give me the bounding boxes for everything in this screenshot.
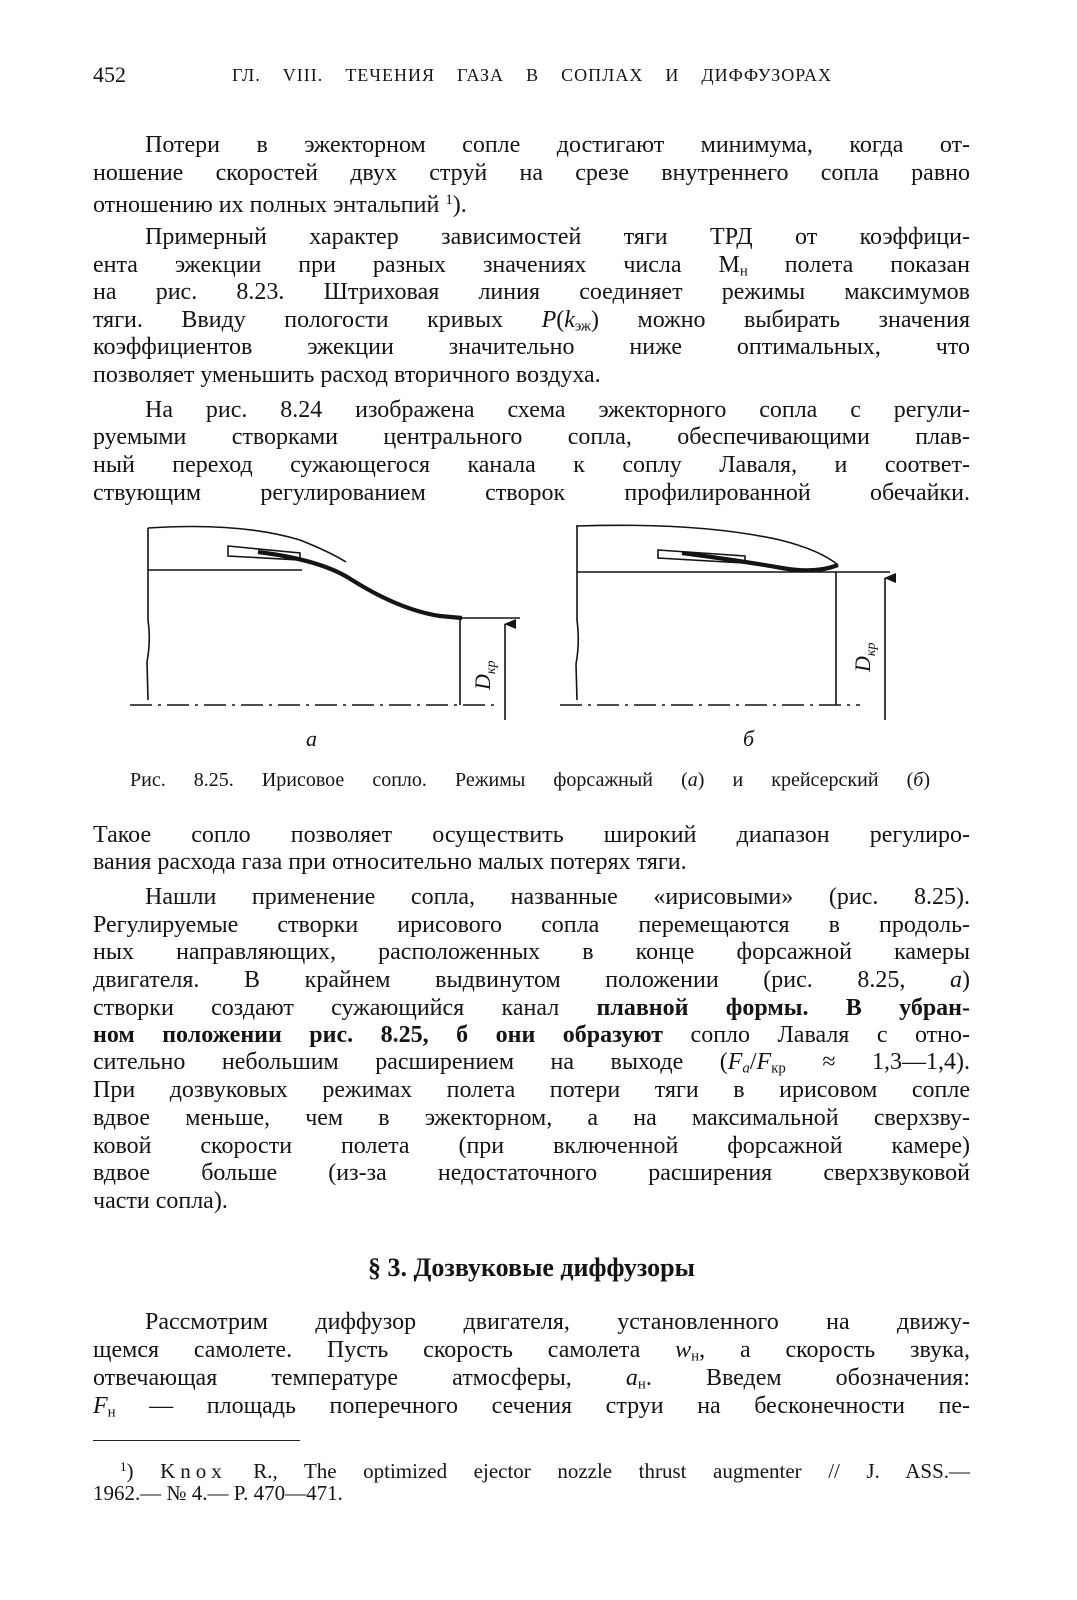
iris-nozzle-figure (0, 510, 1077, 750)
para2-line: на рис. 8.23. Штриховая линия соединяет режимы максимумов (93, 279, 970, 305)
dimension-symbol: D (850, 656, 875, 672)
text-segment: ) (126, 1459, 161, 1484)
para2-line (93, 306, 970, 334)
footnote-rule (93, 1440, 300, 1441)
text-segment: ) и крейсерский ( (697, 769, 914, 791)
para5-line (93, 966, 970, 994)
para1-line (93, 186, 970, 219)
footnote-line: 1962.— № 4.— P. 470—471. (93, 1481, 343, 1505)
text-segment: отношению их полных энтальпий (93, 192, 446, 219)
subscript: a (742, 1060, 750, 1077)
text-segment: ента эжекции при разных значениях числа M (93, 252, 740, 278)
subscript: н (107, 1404, 116, 1421)
para6-line (93, 1364, 970, 1392)
panel-b-dimension-label (850, 643, 879, 673)
text-segment: R., The optimized ejector nozzle thrust augmenter // J. ASS.— (226, 1459, 971, 1484)
para5-line (93, 994, 970, 1022)
text-segment: ) (923, 769, 930, 791)
para5-line: вдвое больше (из-за недостаточного расширения сверхзвуковой (93, 1160, 970, 1186)
text-segment: ) (962, 967, 970, 993)
text-segment: ( (556, 307, 565, 333)
para4-line: Такое сопло позволяет осуществить широкий диапазон регулиро- (93, 822, 970, 848)
para5-line: вдвое меньше, чем в эжекторном, а на максимальной сверхзву- (93, 1105, 970, 1131)
panel-b-label: б (743, 726, 755, 750)
para3-line: руемыми створками центрального сопла, обеспечивающими плав- (93, 424, 970, 450)
dimension-subscript: кр (484, 660, 499, 675)
text-segment: сопло Лаваля с отно- (663, 1022, 970, 1048)
para2-line: позволяет уменьшить расход вторичного воздуха. (93, 362, 601, 388)
para3-line: На рис. 8.24 изображена схема эжекторного сопла с регули- (145, 397, 970, 423)
text-segment: / (749, 1049, 757, 1075)
para6-line (93, 1392, 970, 1420)
running-title: ГЛ. VIII. ТЕЧЕНИЯ ГАЗА В СОПЛАХ И ДИФФУЗОРАХ (232, 65, 832, 85)
para5-line: ковой скорости полета (при включенной форсажной камере) (93, 1133, 970, 1159)
panel-a-label: а (306, 726, 317, 750)
para6-line (93, 1336, 970, 1364)
text-segment: полета показан (747, 252, 970, 278)
para5-line: части сопла). (93, 1188, 228, 1214)
para5-line: Нашли применение сопла, названные «ирисовыми» (рис. 8.25). (145, 884, 970, 910)
panel-b-iris-flaps (682, 553, 838, 570)
text-segment: . Введем обозначения: (645, 1365, 970, 1391)
panel-a-afterburner-mode (130, 527, 520, 721)
para5-line (93, 1048, 970, 1076)
para5-line: Регулируемые створки ирисового сопла перемещаются в продоль- (93, 912, 970, 938)
text-segment: двигателя. В крайнем выдвинутом положении (рис. 8.25, (93, 967, 950, 993)
dimension-subscript: кр (864, 642, 879, 657)
math-symbol: w (675, 1337, 692, 1363)
text-segment: а (687, 769, 698, 791)
math-symbol: k (564, 307, 575, 333)
subscript: н (739, 263, 748, 280)
para3-line: ствующим регулированием створок профилированной обечайки. (93, 480, 970, 506)
para3-line: ный переход сужающегося канала к соплу Лаваля, и соответ- (93, 452, 970, 478)
math-symbol: F (756, 1049, 772, 1075)
footnote-line (120, 1454, 971, 1484)
para2-line (93, 251, 970, 279)
panel-a-dimension-label (470, 661, 499, 691)
math-symbol: F (93, 1393, 108, 1419)
section-heading: § 3. Дозвуковые диффузоры (368, 1253, 695, 1282)
footnote-marker: 1 (445, 192, 453, 208)
math-symbol: P (541, 307, 557, 333)
text-segment: плавной формы. В убран- (596, 995, 971, 1021)
panel-a-left-boundary (147, 528, 149, 700)
footnote-marker: 1 (120, 1459, 127, 1474)
subscript: н (637, 1376, 646, 1393)
text-segment: отвечающая температуре атмосферы, (93, 1365, 626, 1391)
subscript: кр (771, 1060, 786, 1077)
para2-line: Примерный характер зависимостей тяги ТРД от коэффици- (145, 224, 970, 250)
footnote-author: Knox (160, 1459, 227, 1484)
panel-a-iris-flaps (258, 552, 462, 618)
text-segment: ) можно выбирать значения (591, 307, 970, 333)
panel-b-left-boundary (576, 525, 578, 700)
para5-line: При дозвуковых режимах полета потери тяги в ирисовом сопле (93, 1077, 970, 1103)
text-segment: Рис. 8.25. Ирисовое сопло. Режимы форсажный ( (130, 769, 688, 791)
subscript: эж (574, 318, 592, 335)
text-segment: ). (452, 192, 467, 219)
dimension-symbol: D (470, 674, 495, 690)
para1-line: ношение скоростей двух струй на срезе внутреннего сопла равно (93, 160, 970, 186)
figure-caption (130, 768, 930, 792)
panel-b-outer-contour (577, 525, 838, 565)
text-segment: сительно небольшим расширением на выходе ( (93, 1049, 728, 1075)
text-segment: ном положении рис. 8.25, б они образуют (93, 1022, 664, 1048)
para1-line: Потери в эжекторном сопле достигают минимума, когда от- (145, 132, 970, 158)
text-segment: ≈ 1,3—1,4). (785, 1049, 970, 1075)
para4-line: вания расхода газа при относительно малых потерях тяги. (93, 849, 687, 875)
math-symbol: a (625, 1365, 638, 1391)
text-segment: , а скорость звука, (699, 1337, 970, 1363)
para5-line (93, 1021, 970, 1049)
subscript: н (691, 1348, 700, 1365)
text-segment: тяги. Ввиду пологости кривых (93, 307, 542, 333)
text-segment: б (913, 769, 924, 791)
text-segment: створки создают сужающийся канал (93, 995, 597, 1021)
panel-b-cruise-mode (560, 525, 890, 720)
para6-line: Рассмотрим диффузор двигателя, установленного на движу- (145, 1309, 970, 1335)
para5-line: ных направляющих, расположенных в конце форсажной камеры (93, 939, 970, 965)
text-segment: — площадь поперечного сечения струи на бесконечности пе- (115, 1393, 970, 1419)
page-number: 452 (93, 62, 126, 87)
text-segment: а (950, 967, 962, 993)
text-segment: щемся самолете. Пусть скорость самолета (93, 1337, 676, 1363)
para2-line: коэффициентов эжекции значительно ниже оптимальных, что (93, 334, 970, 360)
math-symbol: F (727, 1049, 743, 1075)
